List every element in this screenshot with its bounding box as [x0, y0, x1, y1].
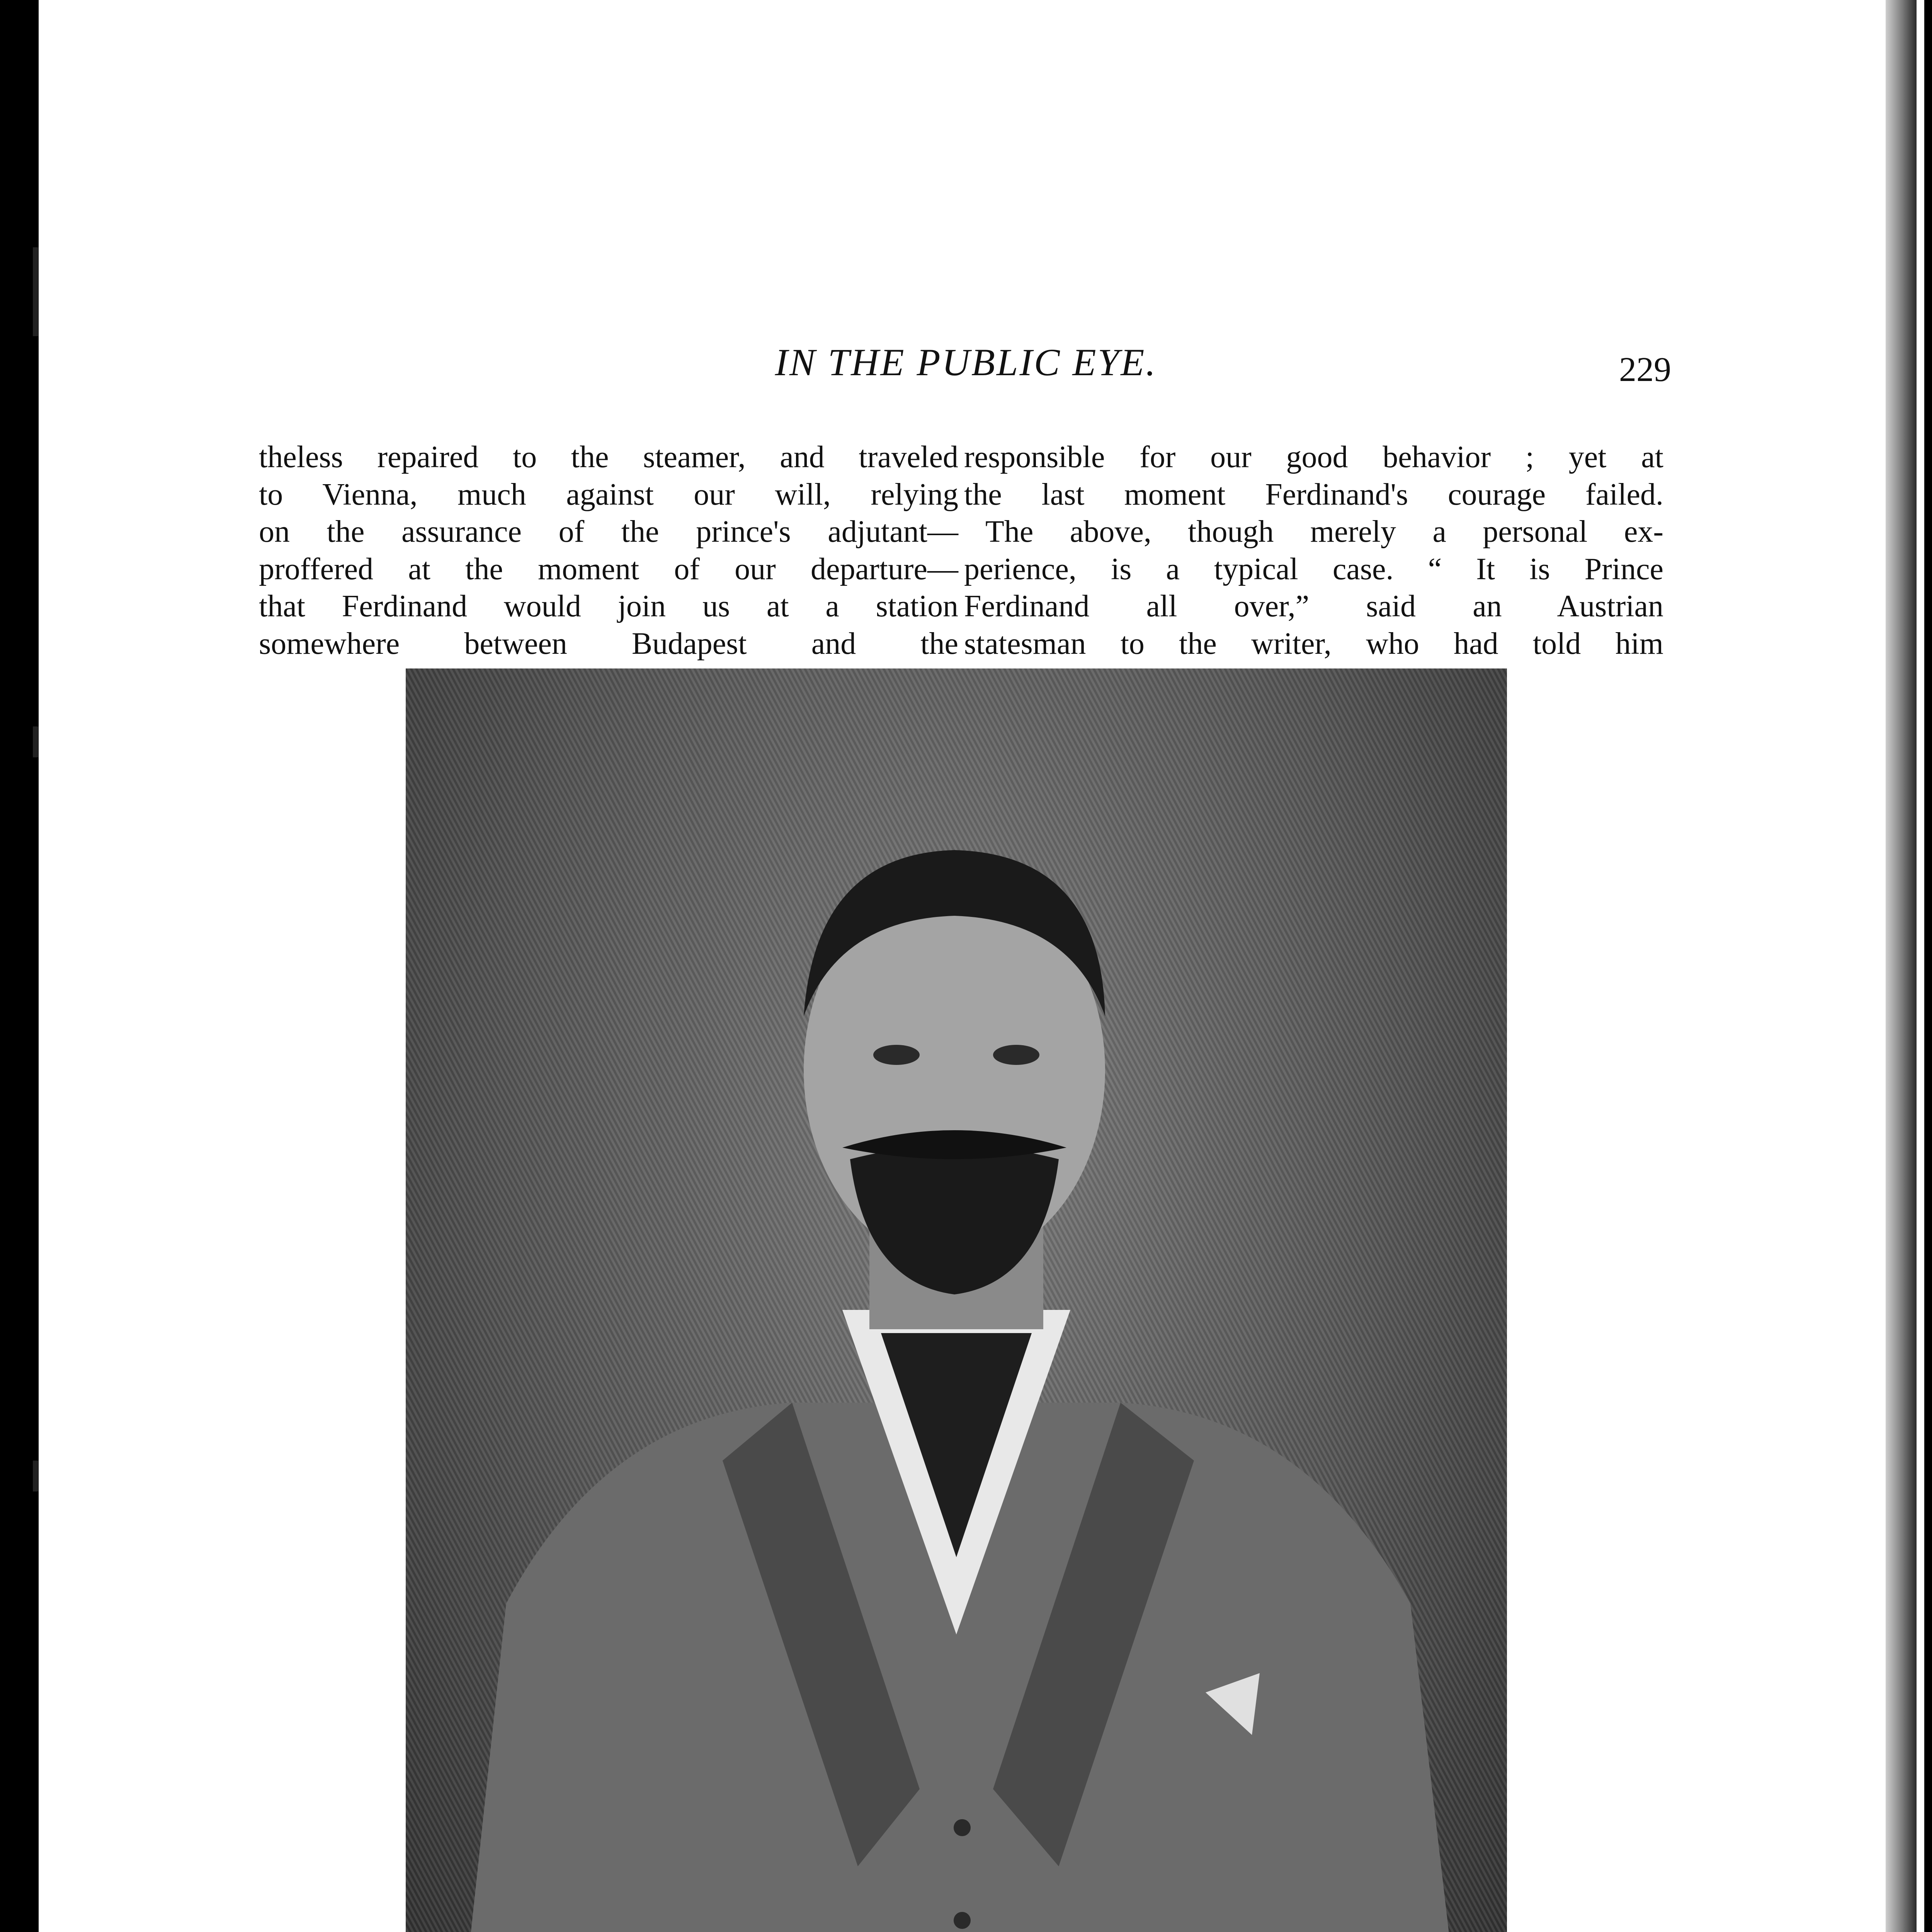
- running-header: IN THE PUBLIC EYE.: [775, 341, 1157, 384]
- text-line: to Vienna, much against our will, relying: [259, 477, 958, 512]
- text-line: responsible for our good behavior ; yet at: [964, 440, 1663, 474]
- spine-mark: [33, 247, 38, 336]
- book-page: [39, 0, 1924, 1932]
- spine-mark: [33, 726, 38, 757]
- text-line: the last moment Ferdinand's courage failed.: [964, 477, 1663, 512]
- spine-mark: [33, 1461, 38, 1492]
- portrait-photograph: [406, 668, 1507, 1932]
- text-line: The above, though merely a personal ex-: [985, 515, 1663, 549]
- page-edge-shadow: [1886, 0, 1917, 1932]
- top-left-column: [259, 439, 958, 662]
- text-line: perience, is a typical case. “ It is Prince: [964, 552, 1663, 586]
- page-number: 229: [1619, 350, 1671, 389]
- text-line: somewhere between Budapest and the: [259, 626, 958, 661]
- text-line: on the assurance of the prince's adjutant—: [259, 515, 958, 549]
- text-line: that Ferdinand would join us at a station: [259, 589, 958, 623]
- portrait-figure: [406, 668, 1507, 1932]
- text-line: Ferdinand all over,” said an Austrian: [964, 589, 1663, 623]
- top-right-column: [964, 439, 1663, 662]
- text-line: statesman to the writer, who had told him: [964, 626, 1663, 661]
- text-line: proffered at the moment of our departure—: [259, 552, 958, 586]
- text-line: theless repaired to the steamer, and traveled: [259, 440, 958, 474]
